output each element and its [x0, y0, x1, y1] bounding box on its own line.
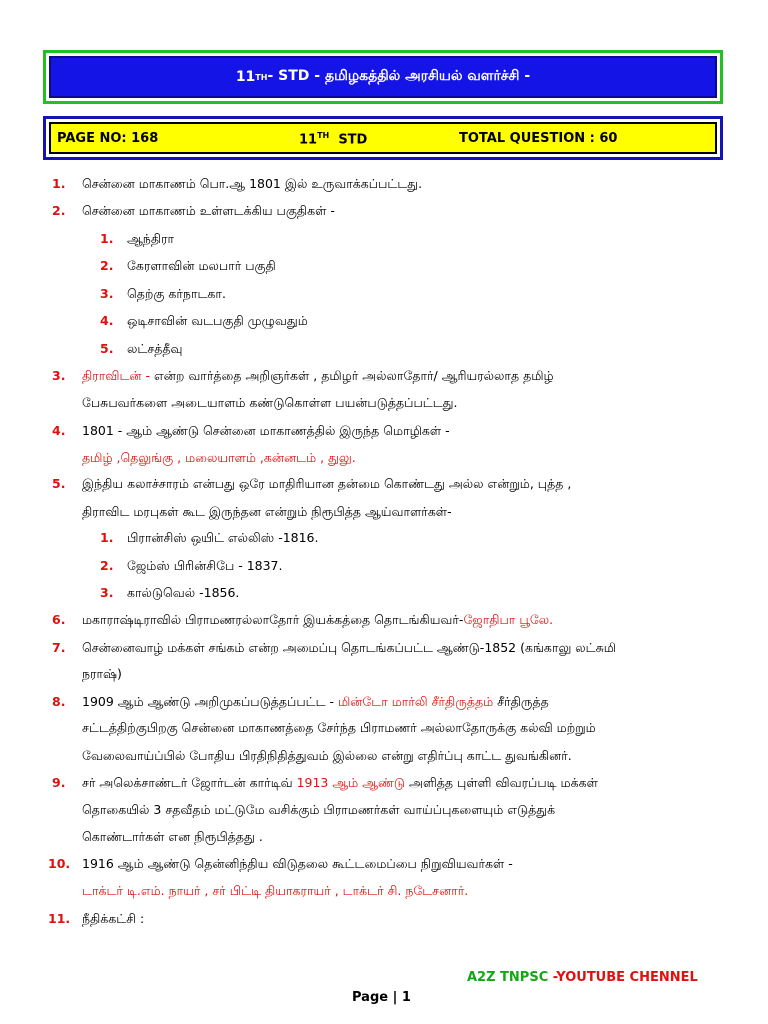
body-text: ஜேம்ஸ் பிரின்சிபே - 1837. — [127, 558, 283, 573]
body-text: கொண்டார்கள் என நிரூபித்தது . — [82, 829, 263, 844]
body-text: சென்னை மாகாணம் உள்ளடக்கிய பகுதிகள் - — [82, 203, 335, 218]
item-text — [82, 720, 596, 736]
body-text: அளித்த புள்ளி விவரப்படி மக்கள் — [405, 775, 598, 790]
item-number: 4. — [52, 423, 66, 438]
item-text — [127, 341, 183, 357]
std-num: 11 — [299, 132, 318, 148]
body-text: இந்திய கலாச்சாரம் என்பது ஒரே மாதிரியான தன்மை கொண்டது அல்ல என்றும், புத்த , — [82, 476, 572, 491]
item-text — [127, 286, 226, 302]
body-text: மகாராஷ்டிராவில் பிராமணரல்லாதோர் இயக்கத்தை தொடங்கியவர்- — [82, 612, 464, 627]
body-text: 1909 ஆம் ஆண்டு அறிமுகப்படுத்தப்பட்ட - — [82, 694, 338, 709]
body-text: சென்னை மாகாணம் பொ.ஆ 1801 இல் உருவாக்கப்பட்டது. — [82, 176, 423, 191]
body-text: 1916 ஆம் ஆண்டு தென்னிந்திய விடுதலை கூட்டமைப்பை நிறுவியவர்கள் - — [82, 856, 513, 871]
item-text — [127, 313, 308, 329]
item-text — [127, 585, 239, 601]
item-number: 1. — [52, 176, 66, 191]
body-text: லட்சத்தீவு — [127, 341, 183, 356]
item-number: 5. — [100, 341, 114, 356]
body-text: 1801 - ஆம் ஆண்டு சென்னை மாகாணத்தில் இருந்த மொழிகள் - — [82, 423, 450, 438]
item-number: 2. — [100, 258, 114, 273]
item-number: 6. — [52, 612, 66, 627]
item-text — [82, 666, 122, 682]
item-number: 4. — [100, 313, 114, 328]
item-number: 11. — [48, 911, 71, 926]
body-text: பேசுபவர்களை அடையாளம் கண்டுகொள்ள பயன்படுத்தப்பட்டது. — [82, 395, 458, 410]
highlight-text: மின்டோ மார்லி சீர்திருத்தம் — [338, 694, 494, 709]
brand-red: -YOUTUBE CHENNEL — [548, 970, 698, 985]
item-number: 5. — [52, 476, 66, 491]
body-text: சட்டத்திற்குபிறகு சென்னை மாகாணத்தை சேர்ந்த பிராமணர் அல்லாதோருக்கு கல்வி மற்றும் — [82, 720, 596, 735]
body-text: நீதிக்கட்சி : — [82, 911, 145, 926]
highlight-text: திராவிடன் - — [82, 368, 151, 383]
item-number: 3. — [52, 368, 66, 383]
body-text: சென்னைவாழ் மக்கள் சங்கம் என்ற அமைப்பு தொடங்கப்பட்ட ஆண்டு-1852 (கங்காலு லட்சுமி — [82, 640, 617, 655]
item-text — [127, 231, 174, 247]
highlight-text: ஜோதிபா பூலே. — [463, 612, 554, 627]
item-text — [82, 423, 450, 439]
highlight-text: டாக்டர் டி.எம். நாயர் , சர் பிட்டி தியாகராயர் , டாக்டர் சி. நடேசனார். — [82, 883, 469, 898]
body-text: ஒடிசாவின் வடபகுதி முழுவதும் — [127, 313, 308, 328]
item-text — [82, 640, 616, 656]
body-text: சர் அலெக்சாண்டர் ஜோர்டன் கார்டிவ் — [82, 775, 297, 790]
item-text — [82, 856, 513, 872]
item-text — [82, 203, 335, 219]
body-text: தெற்கு கர்நாடகா. — [127, 286, 226, 301]
title-rest: - STD - தமிழகத்தில் அரசியல் வளர்ச்சி - — [267, 68, 531, 84]
body-text: திராவிட மரபுகள் கூட இருந்தன என்றும் நிரூபித்த ஆய்வாளர்கள்- — [82, 504, 452, 519]
item-text — [127, 558, 283, 574]
item-text — [82, 368, 554, 384]
item-text — [82, 450, 356, 466]
page-footer: Page | 1 — [352, 990, 411, 1005]
item-number: 2. — [100, 558, 114, 573]
info-inner — [49, 122, 717, 154]
std-text: STD — [338, 132, 368, 148]
body-text: தொகையில் 3 சதவீதம் மட்டுமே வசிக்கும் பிராமணர்கள் வாய்ப்புகளையும் எடுத்துக் — [82, 802, 556, 817]
item-text — [127, 530, 319, 546]
item-number: 7. — [52, 640, 66, 655]
body-text: நராஷ்) — [82, 666, 122, 681]
page-number-label: PAGE NO: 168 — [57, 131, 159, 146]
body-text: பிரான்சிஸ் ஒயிட் எல்லிஸ் -1816. — [127, 530, 319, 545]
item-text — [82, 612, 553, 628]
item-text — [82, 775, 598, 791]
body-text: வேலைவாய்ப்பில் போதிய பிரதிநிதித்துவம் இல்லை என்று எதிர்ப்பு காட்ட துவங்கினர். — [82, 748, 572, 763]
item-text — [127, 258, 276, 274]
item-number: 2. — [52, 203, 66, 218]
item-number: 1. — [100, 530, 114, 545]
body-text: கேரளாவின் மலபார் பகுதி — [127, 258, 276, 273]
title-prefix: 11 — [235, 69, 256, 85]
footer-brand — [467, 970, 698, 985]
item-text — [82, 748, 572, 764]
item-text — [82, 829, 263, 845]
body-text: ஆந்திரா — [127, 231, 175, 246]
item-number: 8. — [52, 694, 66, 709]
item-text — [82, 504, 452, 520]
item-text — [82, 883, 468, 899]
total-question-label: TOTAL QUESTION : 60 — [459, 131, 618, 146]
std-label — [299, 131, 367, 147]
highlight-text: தமிழ் ,தெலுங்கு , மலையாளம் ,கன்னடம் , துலு. — [82, 450, 356, 465]
item-number: 3. — [100, 286, 114, 301]
body-text: என்ற வார்த்தை அறிஞர்கள் , தமிழர் அல்லாதோர்/ ஆரியரல்லாத தமிழ் — [150, 368, 554, 383]
body-text: சீர்திருத்த — [493, 694, 549, 709]
std-sup: TH — [317, 131, 330, 140]
title-banner — [43, 50, 723, 104]
item-number: 3. — [100, 585, 114, 600]
brand-green: A2Z TNPSC — [467, 970, 549, 985]
item-text — [82, 476, 571, 492]
body-text: கால்டுவெல் -1856. — [127, 585, 240, 600]
highlight-text: 1913 ஆம் ஆண்டு — [296, 775, 406, 790]
item-number: 10. — [48, 856, 71, 871]
item-text — [82, 911, 144, 927]
item-text — [82, 694, 549, 710]
title-text — [49, 56, 717, 98]
item-number: 9. — [52, 775, 66, 790]
info-banner — [43, 116, 723, 160]
title-sup: TH — [255, 72, 268, 82]
item-text — [82, 802, 555, 818]
item-text — [82, 176, 422, 192]
item-number: 1. — [100, 231, 114, 246]
item-text — [82, 395, 457, 411]
